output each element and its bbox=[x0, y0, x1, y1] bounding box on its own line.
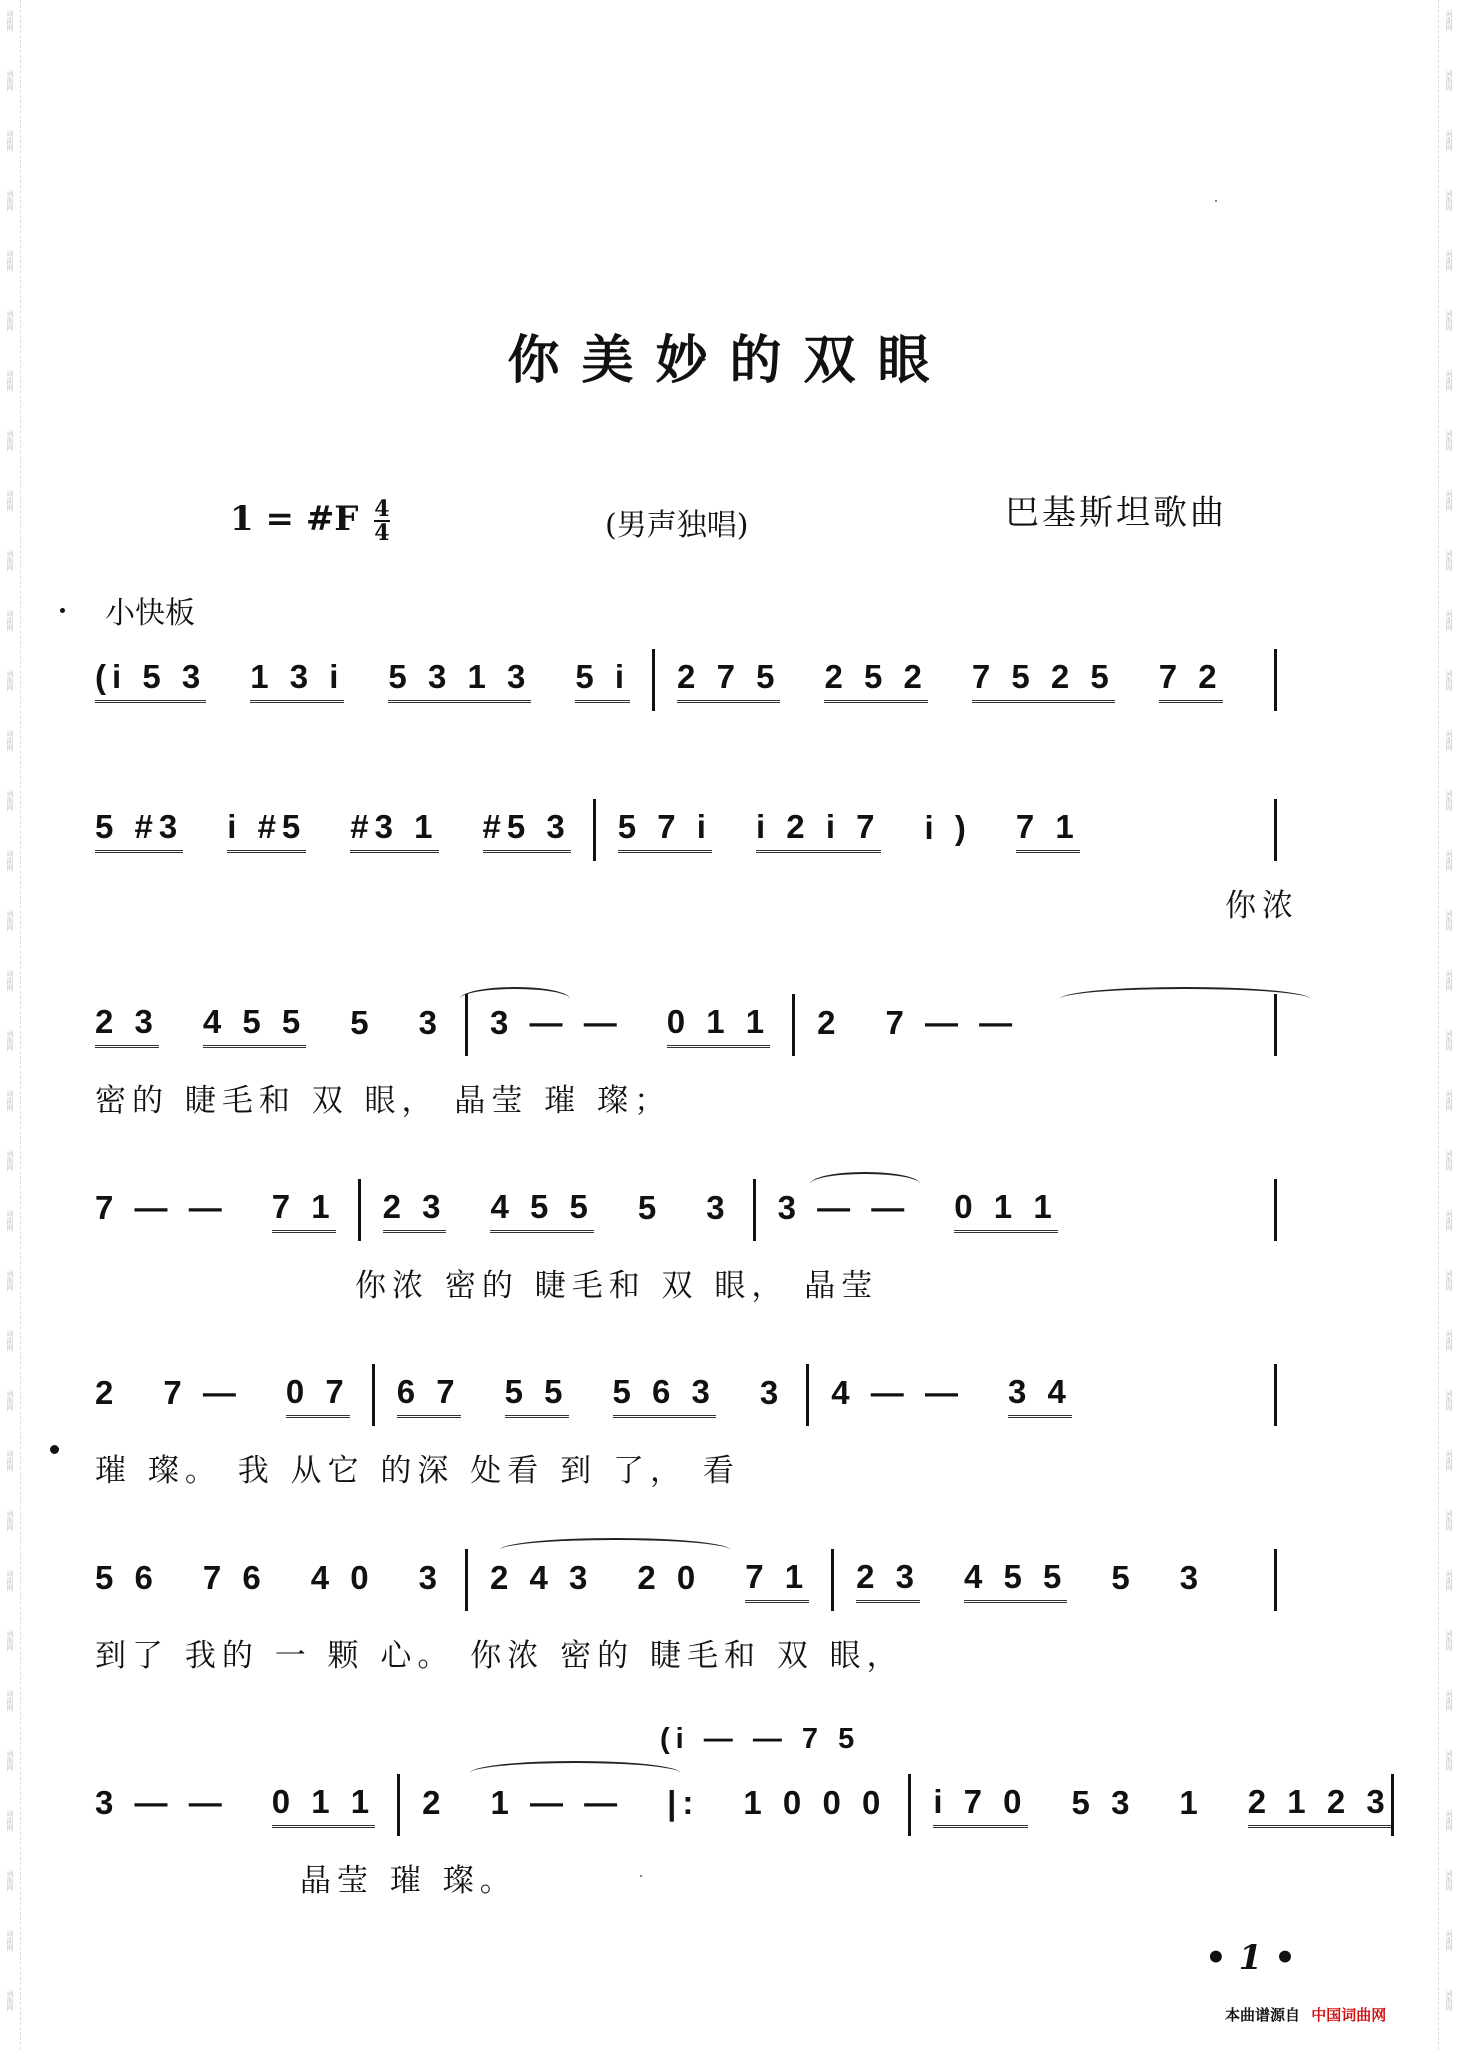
bar-line bbox=[465, 1549, 468, 1611]
watermark-text: 词曲网 bbox=[6, 1090, 14, 1111]
watermark-text: 词曲网 bbox=[6, 670, 14, 691]
tie-slur bbox=[810, 1172, 920, 1196]
note-group: 5 bbox=[350, 1004, 375, 1041]
watermark-text: 词曲网 bbox=[6, 790, 14, 811]
lyrics-line: 你浓 密的 睫毛和 双 眼， 晶莹 bbox=[355, 1268, 879, 1304]
note-group: 2 3 bbox=[856, 1558, 920, 1603]
note-group: 5 7 i bbox=[618, 808, 712, 853]
watermark-text: 词曲网 bbox=[1445, 1090, 1453, 1111]
site-link[interactable]: 中国词曲网 bbox=[1311, 2006, 1387, 2024]
watermark-text: 词曲网 bbox=[1445, 1570, 1453, 1591]
speck bbox=[640, 1875, 642, 1877]
watermark-text: 词曲网 bbox=[1445, 250, 1453, 271]
watermark-text: 词曲网 bbox=[1445, 1030, 1453, 1051]
note-group: 2 0 bbox=[637, 1559, 702, 1596]
note-group: 6 7 bbox=[397, 1373, 461, 1418]
watermark-text: 词曲网 bbox=[1445, 1990, 1453, 2011]
page-number: • 1 • bbox=[1205, 1938, 1296, 1978]
note-group: 3 — — bbox=[777, 1189, 911, 1226]
watermark-text: 词曲网 bbox=[1445, 1630, 1453, 1651]
bar-line bbox=[908, 1774, 911, 1836]
key-label: 1 = #F bbox=[230, 499, 359, 539]
note-group: i #5 bbox=[227, 808, 306, 853]
note-group: 4 — — bbox=[831, 1374, 964, 1411]
bar-line bbox=[1274, 1179, 1277, 1241]
watermark-text: 词曲网 bbox=[1445, 1510, 1453, 1531]
note-group: 7 — bbox=[163, 1374, 242, 1411]
bar-line bbox=[1274, 1549, 1277, 1611]
right-watermark-strip bbox=[1438, 0, 1459, 2050]
note-group: 1 0 0 0 bbox=[743, 1784, 887, 1821]
watermark-text: 词曲网 bbox=[6, 730, 14, 751]
note-group: 1 bbox=[1179, 1784, 1204, 1821]
watermark-text: 词曲网 bbox=[6, 910, 14, 931]
song-title: 你美妙的双眼 bbox=[507, 331, 952, 391]
watermark-text: 词曲网 bbox=[1445, 1210, 1453, 1231]
watermark-text: 词曲网 bbox=[6, 1450, 14, 1471]
watermark-text: 词曲网 bbox=[6, 1150, 14, 1171]
composer-credit: 巴基斯坦歌曲 bbox=[1005, 493, 1227, 533]
watermark-text: 词曲网 bbox=[6, 550, 14, 571]
repeat-sign: |: bbox=[667, 1784, 700, 1821]
watermark-text: 词曲网 bbox=[1445, 1930, 1453, 1951]
watermark-text: 词曲网 bbox=[6, 430, 14, 451]
note-group: 1 — — bbox=[490, 1784, 624, 1821]
note-group: 5 6 3 bbox=[613, 1373, 716, 1418]
note-group: 5 3 bbox=[1071, 1784, 1136, 1821]
note-group: 7 — — bbox=[95, 1189, 228, 1226]
tie-slur bbox=[500, 1538, 730, 1562]
watermark-text: 词曲网 bbox=[6, 1030, 14, 1051]
source-label: 本曲谱源自 bbox=[1225, 2006, 1301, 2024]
notation-line bbox=[95, 1180, 1299, 1240]
note-group: 5 3 1 3 bbox=[388, 658, 531, 703]
margin-dot bbox=[50, 1445, 59, 1454]
watermark-text: 词曲网 bbox=[6, 490, 14, 511]
left-watermark-strip bbox=[0, 0, 21, 2050]
note-group: 7 1 bbox=[745, 1558, 809, 1603]
watermark-text: 词曲网 bbox=[1445, 1750, 1453, 1771]
watermark-text: 词曲网 bbox=[1445, 490, 1453, 511]
watermark-text: 词曲网 bbox=[6, 1510, 14, 1531]
note-group: 3 bbox=[418, 1004, 443, 1041]
watermark-text: 词曲网 bbox=[6, 1810, 14, 1831]
tie-slur bbox=[460, 987, 570, 1011]
note-group: #5 3 bbox=[483, 808, 571, 853]
lyrics-line: 你浓 bbox=[1225, 888, 1299, 924]
watermark-text: 词曲网 bbox=[1445, 310, 1453, 331]
bar-line bbox=[831, 1549, 834, 1611]
note-group: 0 1 1 bbox=[272, 1783, 375, 1828]
note-group: 3 — — bbox=[490, 1004, 623, 1041]
note-group: 2 3 bbox=[95, 1003, 159, 1048]
note-group: 3 bbox=[1179, 1559, 1205, 1596]
note-group: 5 6 bbox=[95, 1559, 159, 1596]
note-group: 0 1 1 bbox=[667, 1003, 770, 1048]
note-group: 7 2 bbox=[1159, 658, 1223, 703]
note-group: 7 5 2 5 bbox=[972, 658, 1115, 703]
time-signature bbox=[374, 498, 389, 544]
watermark-text: 词曲网 bbox=[1445, 850, 1453, 871]
watermark-text: 词曲网 bbox=[1445, 1450, 1453, 1471]
notation-line bbox=[95, 1775, 1391, 1835]
note-group: 4 0 bbox=[310, 1559, 375, 1596]
notation-line bbox=[95, 1365, 1299, 1425]
note-group: 2 bbox=[95, 1374, 120, 1411]
watermark-text: 词曲网 bbox=[6, 970, 14, 991]
note-group: 7 1 bbox=[1016, 808, 1080, 853]
watermark-text: 词曲网 bbox=[6, 1210, 14, 1231]
note-group: 3 bbox=[759, 1374, 785, 1411]
watermark-text: 词曲网 bbox=[6, 1690, 14, 1711]
bar-line bbox=[358, 1179, 361, 1241]
note-group: 2 1 2 3 bbox=[1248, 1783, 1391, 1828]
watermark-text: 词曲网 bbox=[6, 130, 14, 151]
note-group: i ) bbox=[924, 809, 972, 846]
watermark-text: 词曲网 bbox=[1445, 430, 1453, 451]
watermark-text: 词曲网 bbox=[1445, 1270, 1453, 1291]
watermark-text: 词曲网 bbox=[6, 370, 14, 391]
note-group: 4 5 5 bbox=[964, 1558, 1067, 1603]
note-group: 5 bbox=[637, 1189, 663, 1226]
tie-slur bbox=[1060, 987, 1310, 1011]
note-group: (i 5 3 bbox=[95, 658, 206, 703]
watermark-text: 词曲网 bbox=[6, 1390, 14, 1411]
time-denominator: 4 bbox=[374, 520, 390, 546]
watermark-text: 词曲网 bbox=[1445, 670, 1453, 691]
watermark-text: 词曲网 bbox=[1445, 1870, 1453, 1891]
watermark-text: 词曲网 bbox=[1445, 1810, 1453, 1831]
watermark-text: 词曲网 bbox=[6, 610, 14, 631]
note-group: 2 5 2 bbox=[824, 658, 927, 703]
speck bbox=[1215, 200, 1217, 202]
note-group: 4 5 5 bbox=[203, 1003, 306, 1048]
watermark-text: 词曲网 bbox=[1445, 10, 1453, 31]
voice-type: (男声独唱) bbox=[605, 508, 749, 543]
bar-line bbox=[792, 994, 795, 1056]
note-group: 7 — — bbox=[885, 1004, 1019, 1041]
bar-line bbox=[652, 649, 655, 711]
bar-line bbox=[806, 1364, 809, 1426]
note-group: 3 bbox=[706, 1189, 731, 1226]
watermark-text: 词曲网 bbox=[6, 10, 14, 31]
watermark-text: 词曲网 bbox=[6, 310, 14, 331]
watermark-text: 词曲网 bbox=[1445, 910, 1453, 931]
note-group: i 2 i 7 bbox=[756, 808, 881, 853]
note-group: 3 — — bbox=[95, 1784, 228, 1821]
notation-line bbox=[95, 650, 1299, 710]
lyrics-line: 璀 璨。 我 从它 的深 处看 到 了， 看 bbox=[95, 1453, 740, 1489]
watermark-text: 词曲网 bbox=[1445, 730, 1453, 751]
note-group: 7 1 bbox=[272, 1188, 336, 1233]
bar-line bbox=[397, 1774, 400, 1836]
watermark-text: 词曲网 bbox=[6, 1930, 14, 1951]
watermark-text: 词曲网 bbox=[1445, 370, 1453, 391]
watermark-text: 词曲网 bbox=[1445, 1330, 1453, 1351]
watermark-text: 词曲网 bbox=[1445, 190, 1453, 211]
tempo-marking: 小快板 bbox=[105, 596, 195, 631]
watermark-text: 词曲网 bbox=[6, 1630, 14, 1651]
note-group: 7 6 bbox=[202, 1559, 267, 1596]
tie-slur bbox=[470, 1761, 680, 1785]
watermark-text: 词曲网 bbox=[1445, 610, 1453, 631]
bar-line bbox=[1274, 1364, 1277, 1426]
note-group: 5 i bbox=[575, 658, 630, 703]
watermark-text: 词曲网 bbox=[6, 190, 14, 211]
watermark-text: 词曲网 bbox=[1445, 790, 1453, 811]
note-group: 2 4 3 bbox=[489, 1559, 594, 1596]
watermark-text: 词曲网 bbox=[6, 1570, 14, 1591]
watermark-text: 词曲网 bbox=[6, 1750, 14, 1771]
watermark-text: 词曲网 bbox=[6, 850, 14, 871]
bracketed-line: (i — — 7 5 bbox=[660, 1723, 861, 1755]
notation-line bbox=[95, 800, 1299, 860]
key-signature bbox=[230, 498, 390, 544]
watermark-text: 词曲网 bbox=[6, 1990, 14, 2011]
note-group: 2 7 5 bbox=[677, 658, 780, 703]
note-group: 2 bbox=[817, 1004, 842, 1041]
note-group: 4 5 5 bbox=[490, 1188, 593, 1233]
bar-line bbox=[1274, 799, 1277, 861]
note-group: 5 #3 bbox=[95, 808, 183, 853]
bar-line bbox=[593, 799, 596, 861]
note-group: 3 bbox=[418, 1559, 443, 1596]
note-group: i 7 0 bbox=[933, 1783, 1027, 1828]
watermark-text: 词曲网 bbox=[1445, 130, 1453, 151]
lyrics-line: 晶莹 璀 璨。 bbox=[300, 1863, 517, 1899]
source-footer bbox=[1225, 2004, 1386, 2025]
note-group: 5 5 bbox=[505, 1373, 569, 1418]
note-group: 2 3 bbox=[383, 1188, 447, 1233]
note-group: #3 1 bbox=[350, 808, 438, 853]
watermark-text: 词曲网 bbox=[1445, 1150, 1453, 1171]
watermark-text: 词曲网 bbox=[6, 250, 14, 271]
watermark-text: 词曲网 bbox=[6, 1870, 14, 1891]
note-group: 1 3 i bbox=[250, 658, 344, 703]
watermark-text: 词曲网 bbox=[1445, 970, 1453, 991]
time-numerator: 4 bbox=[374, 496, 390, 522]
note-group: 2 bbox=[422, 1784, 447, 1821]
note-group: 0 7 bbox=[286, 1373, 350, 1418]
bar-line bbox=[753, 1179, 756, 1241]
watermark-text: 词曲网 bbox=[1445, 1390, 1453, 1411]
watermark-text: 词曲网 bbox=[1445, 1690, 1453, 1711]
note-group: 0 1 1 bbox=[954, 1188, 1057, 1233]
bar-line bbox=[1391, 1774, 1394, 1836]
watermark-text: 词曲网 bbox=[1445, 550, 1453, 571]
watermark-text: 词曲网 bbox=[6, 1270, 14, 1291]
note-group: 5 bbox=[1111, 1559, 1136, 1596]
bar-line bbox=[1274, 649, 1277, 711]
watermark-text: 词曲网 bbox=[6, 1330, 14, 1351]
bar-line bbox=[372, 1364, 375, 1426]
margin-dot bbox=[60, 608, 65, 613]
watermark-text: 词曲网 bbox=[6, 70, 14, 91]
note-group: 3 4 bbox=[1008, 1373, 1072, 1418]
watermark-text: 词曲网 bbox=[1445, 70, 1453, 91]
lyrics-line: 到了 我的 一 颗 心。 你浓 密的 睫毛和 双 眼， bbox=[95, 1638, 904, 1674]
lyrics-line: 密的 睫毛和 双 眼， 晶莹 璀 璨； bbox=[95, 1083, 672, 1119]
